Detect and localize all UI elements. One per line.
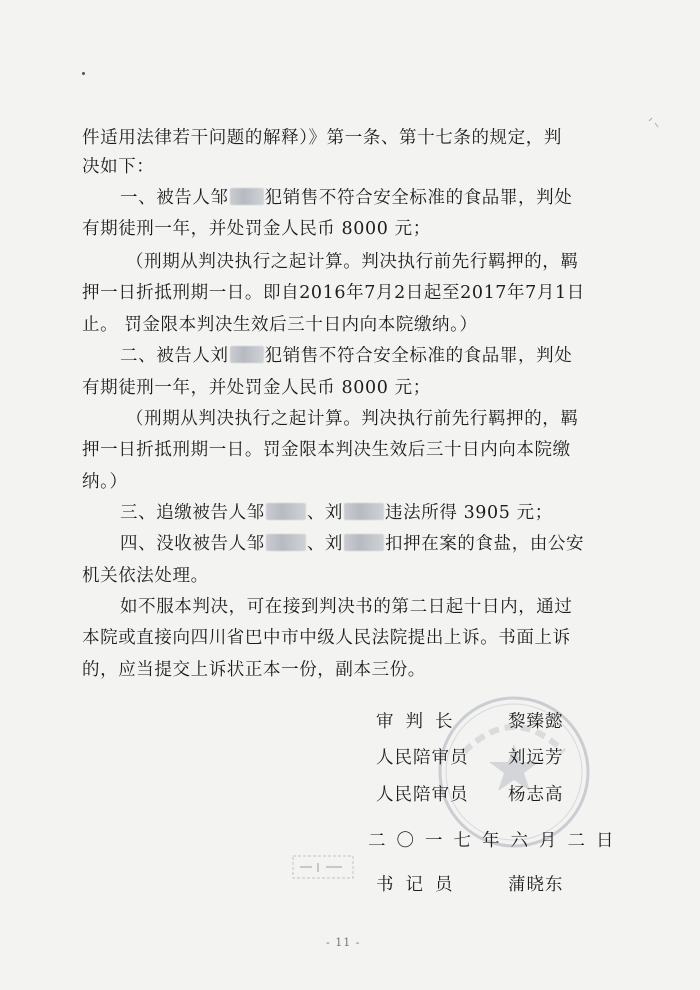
redacted-name (344, 534, 384, 551)
clerk-role-label: 书记员 (376, 875, 465, 895)
verdict-item-1: 一、被告人邹 犯销售不符合安全标准的食品罪，判处 (120, 188, 573, 208)
verdict-item-3: 三、追缴被告人邹 、刘 违法所得 3905 元； (120, 503, 553, 523)
body-line-2: 决如下： (82, 157, 155, 177)
body-line-12: 纳。） (82, 472, 128, 492)
page-number: - 11 - (326, 936, 361, 949)
body-line-6: 押一日折抵刑期一日。即自2016年7月2日起至2017年7月1日 (82, 283, 585, 303)
scan-mark-icon (645, 115, 665, 135)
juror-role-label: 人民陪审员 (376, 785, 469, 805)
body-line-18: 的，应当提交上诉状正本一份，副本三份。 (82, 660, 426, 680)
body-line-10: （刑期从判决执行之起计算。判决执行前先行羁押的，羁 (126, 409, 579, 429)
juror-role-label: 人民陪审员 (376, 748, 469, 768)
scan-speck (82, 72, 85, 75)
body-line-15: 机关依法处理。 (82, 566, 209, 586)
verdict-item-4: 四、没收被告人邹 、刘 扣押在案的食盐，由公安 (120, 534, 585, 554)
body-line-9: 有期徒刑一年，并处罚金人民币 8000 元； (82, 378, 431, 398)
body-line-1: 件适用法律若干问题的解释）》第一条、第十七条的规定，判 (82, 128, 562, 148)
body-line-4: 有期徒刑一年，并处罚金人民币 8000 元； (82, 219, 431, 239)
body-line-7: 止。 罚金限本判决生效后三十日内向本院缴纳。） (82, 315, 478, 335)
clerk-name: 蒲晓东 (508, 875, 564, 895)
judge-role-label: 审判长 (376, 712, 465, 732)
body-line-11: 押一日折抵刑期一日。罚金限本判决生效后三十日内向本院缴 (82, 440, 571, 460)
juror-name: 刘远芳 (508, 748, 564, 768)
redacted-name (266, 534, 306, 551)
judgment-date: 二〇一七年六月二日 (368, 831, 625, 851)
verdict-item-2: 二、被告人刘 犯销售不符合安全标准的食品罪，判处 (120, 346, 573, 366)
faint-stamp-icon (292, 855, 354, 879)
juror-name: 杨志高 (508, 785, 564, 805)
judge-name: 黎臻懿 (508, 712, 564, 732)
appeal-notice: 如不服本判决，可在接到判决书的第二日起十日内，通过 (120, 597, 573, 617)
redacted-name (230, 346, 264, 363)
redacted-name (344, 503, 384, 520)
redacted-name (266, 503, 306, 520)
redacted-name (230, 188, 264, 205)
body-line-17: 本院或直接向四川省巴中市中级人民法院提出上诉。书面上诉 (82, 628, 571, 648)
body-line-5: （刑期从判决执行之起计算。判决执行前先行羁押的，羁 (126, 252, 579, 272)
